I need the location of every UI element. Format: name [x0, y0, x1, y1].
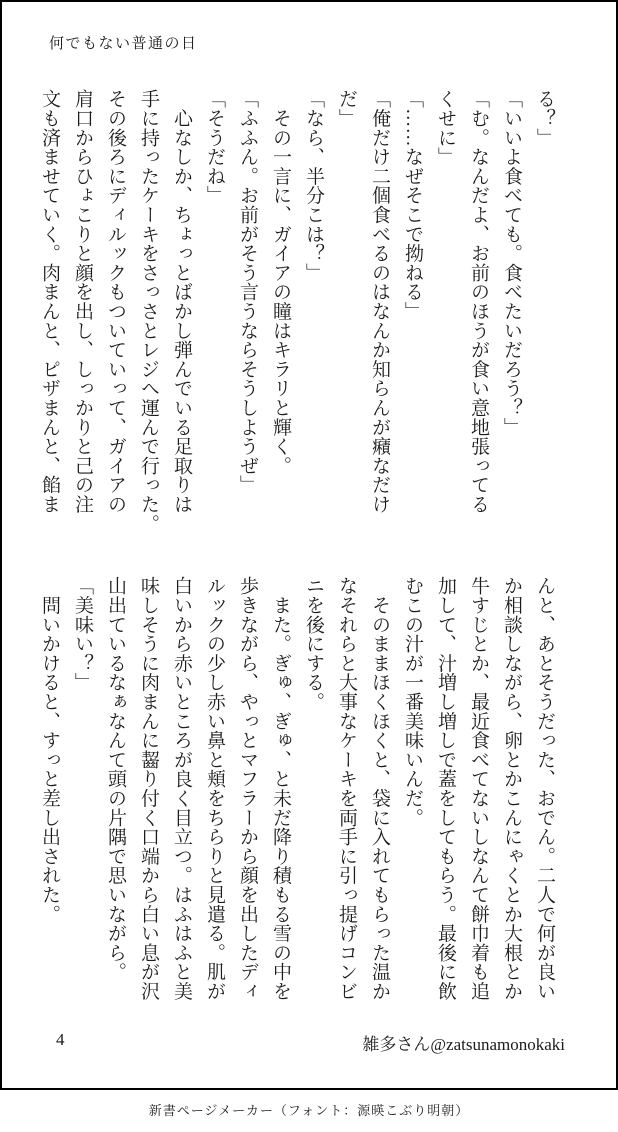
text-line: 問いかけると、すっと差し出された。 [39, 576, 60, 924]
text-line: 味しそうに肉まんに齧り付く口端から白い息が沢 [138, 576, 159, 1001]
text-line: ニを後にする。 [303, 576, 324, 712]
text-block-lower [33, 576, 561, 1002]
text-line: 手に持ったケーキをさっさとレジへ運んで行った。 [138, 89, 159, 533]
text-line: 「そうだね」 [204, 89, 225, 205]
text-line: 「なら、半分こは？」 [303, 89, 324, 282]
text-line: 白いから赤いところが良く目立つ。はふはふと美 [171, 576, 192, 1001]
text-line: んと、あとそうだった、おでん。二人で何が良い [534, 576, 555, 1001]
generator-caption: 新書ページメーカー（フォント：源暎こぶり明朝） [148, 1103, 470, 1118]
text-line: だ」 [336, 89, 357, 128]
text-line: 文も済ませていく。肉まんと、ピザまんと、餡ま [39, 89, 60, 514]
text-line: 肩口からひょこりと顔を出し、しっかりと己の注 [72, 89, 93, 514]
text-line: 牛すじとか、最近食べてないしなんて餅巾着も追 [468, 576, 489, 1001]
text-line: 「美味い？」 [72, 576, 93, 692]
author-credit: 雑多さん@zatsunamonokaki [362, 1035, 565, 1054]
text-line: むこの汁が一番美味いんだ。 [402, 576, 423, 827]
text-block-upper [33, 89, 561, 533]
text-line: その後ろにディルックもついていって、ガイアの [105, 89, 126, 514]
text-line: か相談しながら、卵とかこんにゃくとか大根とか [501, 576, 522, 1001]
text-line: そのままほくほくと、袋に入れてもらった温か [369, 576, 390, 1001]
text-line: る？」 [534, 89, 555, 147]
text-line: 「俺だけ二個食べるのはなんか知らんが癪なだけ [369, 89, 390, 514]
page-title: 何でもない普通の日 [49, 36, 198, 52]
text-line: 歩きながら、やっとマフラーから顔を出したディ [237, 576, 258, 1001]
text-line: その一言に、ガイアの瞳はキラリと輝く。 [270, 89, 291, 475]
text-line: 心なしか、ちょっとばかし弾んでいる足取りは [171, 89, 192, 514]
text-line: 「いいよ食べても。食べたいだろう？」 [501, 89, 522, 437]
text-line: くせに」 [435, 89, 456, 167]
text-line: 「む。なんだよ、お前のほうが食い意地張ってる [468, 89, 489, 514]
text-line: 「ふふん。お前がそう言うならそうしようぜ」 [237, 89, 258, 495]
text-line: 「……なぜそこで拗ねる」 [402, 89, 423, 321]
text-line: 山出ているなぁなんて頭の片隅で思いながら。 [105, 576, 126, 982]
text-line: なそれらと大事なケーキを両手に引っ提げコンビ [336, 576, 357, 1001]
page-number: 4 [56, 1030, 65, 1049]
text-line: ルックの少し赤い鼻と頬をちらりと見遣る。肌が [204, 576, 225, 1001]
text-line: また。ぎゅ、ぎゅ、と未だ降り積もる雪の中を [270, 576, 291, 1001]
text-line: 加して、汁増し増しで蓋をしてもらう。最後に飲 [435, 576, 456, 1001]
